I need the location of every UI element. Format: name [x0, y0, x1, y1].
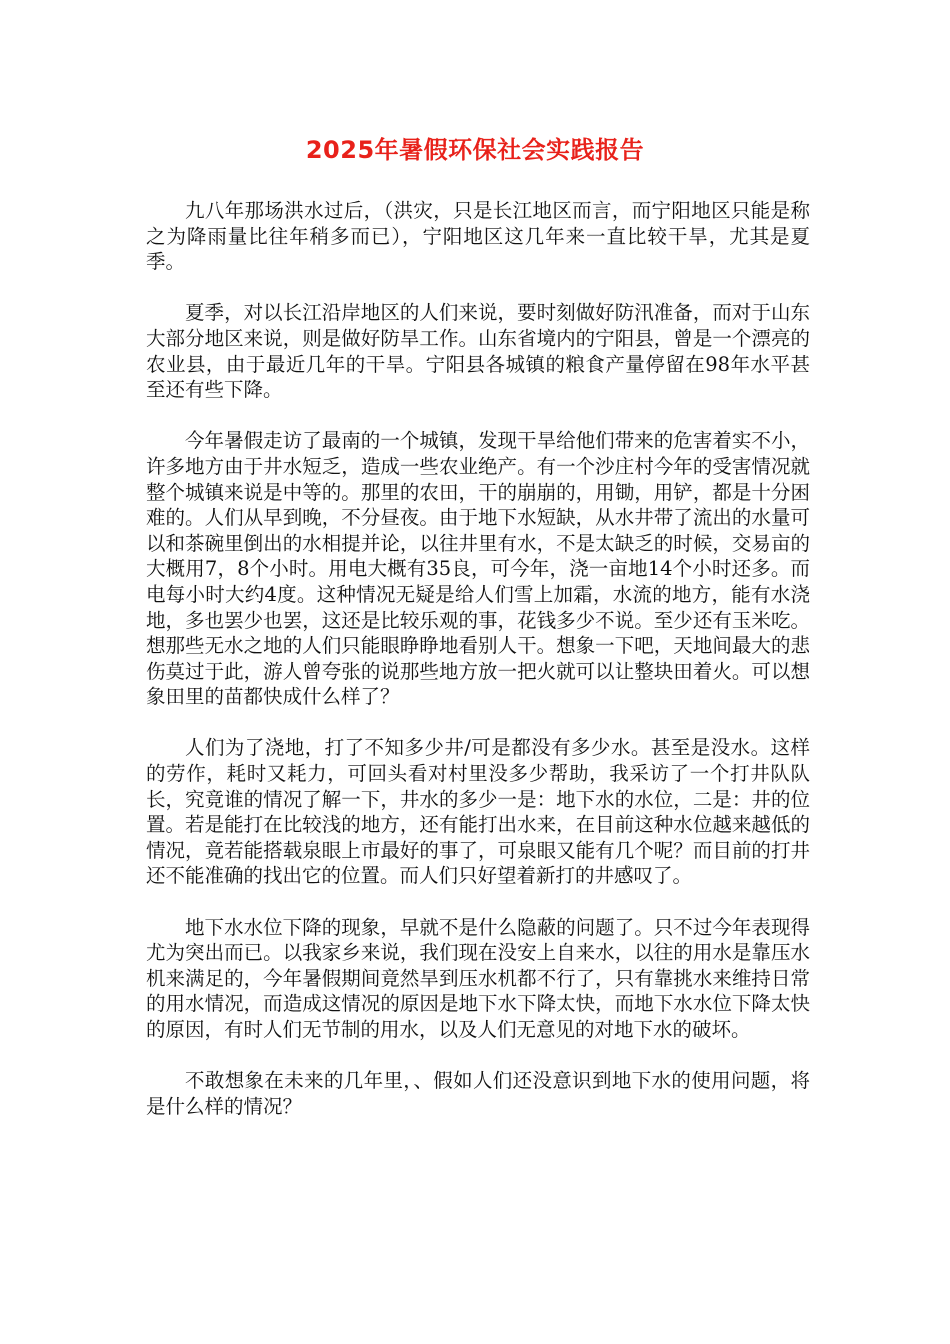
paragraph-6: 不敢想象在未来的几年里，、假如人们还没意识到地下水的使用问题，将是什么样的情况？	[146, 1069, 810, 1118]
document-body	[146, 198, 810, 1145]
paragraph-2: 夏季，对以长江沿岸地区的人们来说，要时刻做好防汛准备，而对于山东大部分地区来说，则是做好防旱工作。山东省境内的宁阳县，曾是一个漂亮的农业县，由于最近几年的干旱。宁阳县各城镇的粮食产量停留在98年水平甚至还有些下降。	[146, 301, 810, 402]
paragraph-5: 地下水水位下降的现象，早就不是什么隐蔽的问题了。只不过今年表现得尤为突出而已。以我家乡来说，我们现在没安上自来水，以往的用水是靠压水机来满足的，今年暑假期间竟然旱到压水机都不行了，只有靠挑水来维持日常的用水情况，而造成这情况的原因是地下水下降太快，而地下水水位下降太快的原因，有时人们无节制的用水，以及人们无意见的对地下水的破坏。	[146, 915, 810, 1041]
document-title: 2025年暑假环保社会实践报告	[305, 136, 645, 164]
paragraph-4: 人们为了浇地，打了不知多少井/可是都没有多少水。甚至是没水。这样的劳作，耗时又耗力，可回头看对村里没多少帮助，我采访了一个打井队队长，究竟谁的情况了解一下，井水的多少一是：地下水的水位，二是：井的位置。若是能打在比较浅的地方，还有能打出水来，在目前这种水位越来越低的情况，竟若能搭载泉眼上市最好的事了，可泉眼又能有几个呢？而目前的打井还不能准确的找出它的位置。而人们只好望着新打的井感叹了。	[146, 736, 810, 888]
paragraph-3: 今年暑假走访了最南的一个城镇，发现干旱给他们带来的危害着实不小，许多地方由于井水短乏，造成一些农业绝产。有一个沙庄村今年的受害情况就整个城镇来说是中等的。那里的农田，干的崩崩的，用锄，用铲，都是十分困难的。人们从早到晚，不分昼夜。由于地下水短缺，从水井带了流出的水量可以和茶碗里倒出的水相提并论，以往井里有水，不是太缺乏的时候，交易亩的大概用7，8个小时。用电大概有35良，可今年，浇一亩地14个小时还多。而电每小时大约4度。这种情况无疑是给人们雪上加霜，水流的地方，能有水浇地，多也罢少也罢，这还是比较乐观的事，花钱多少不说。至少还有玉米吃。想那些无水之地的人们只能眼睁睁地看别人干。想象一下吧，天地间最大的悲伤莫过于此，游人曾夸张的说那些地方放一把火就可以让整块田着火。可以想象田里的苗都快成什么样了？	[146, 429, 810, 709]
paragraph-1: 九八年那场洪水过后，（洪灾，只是长江地区而言，而宁阳地区只能是称之为降雨量比往年稍多而已），宁阳地区这几年来一直比较干旱，尤其是夏季。	[146, 199, 810, 274]
